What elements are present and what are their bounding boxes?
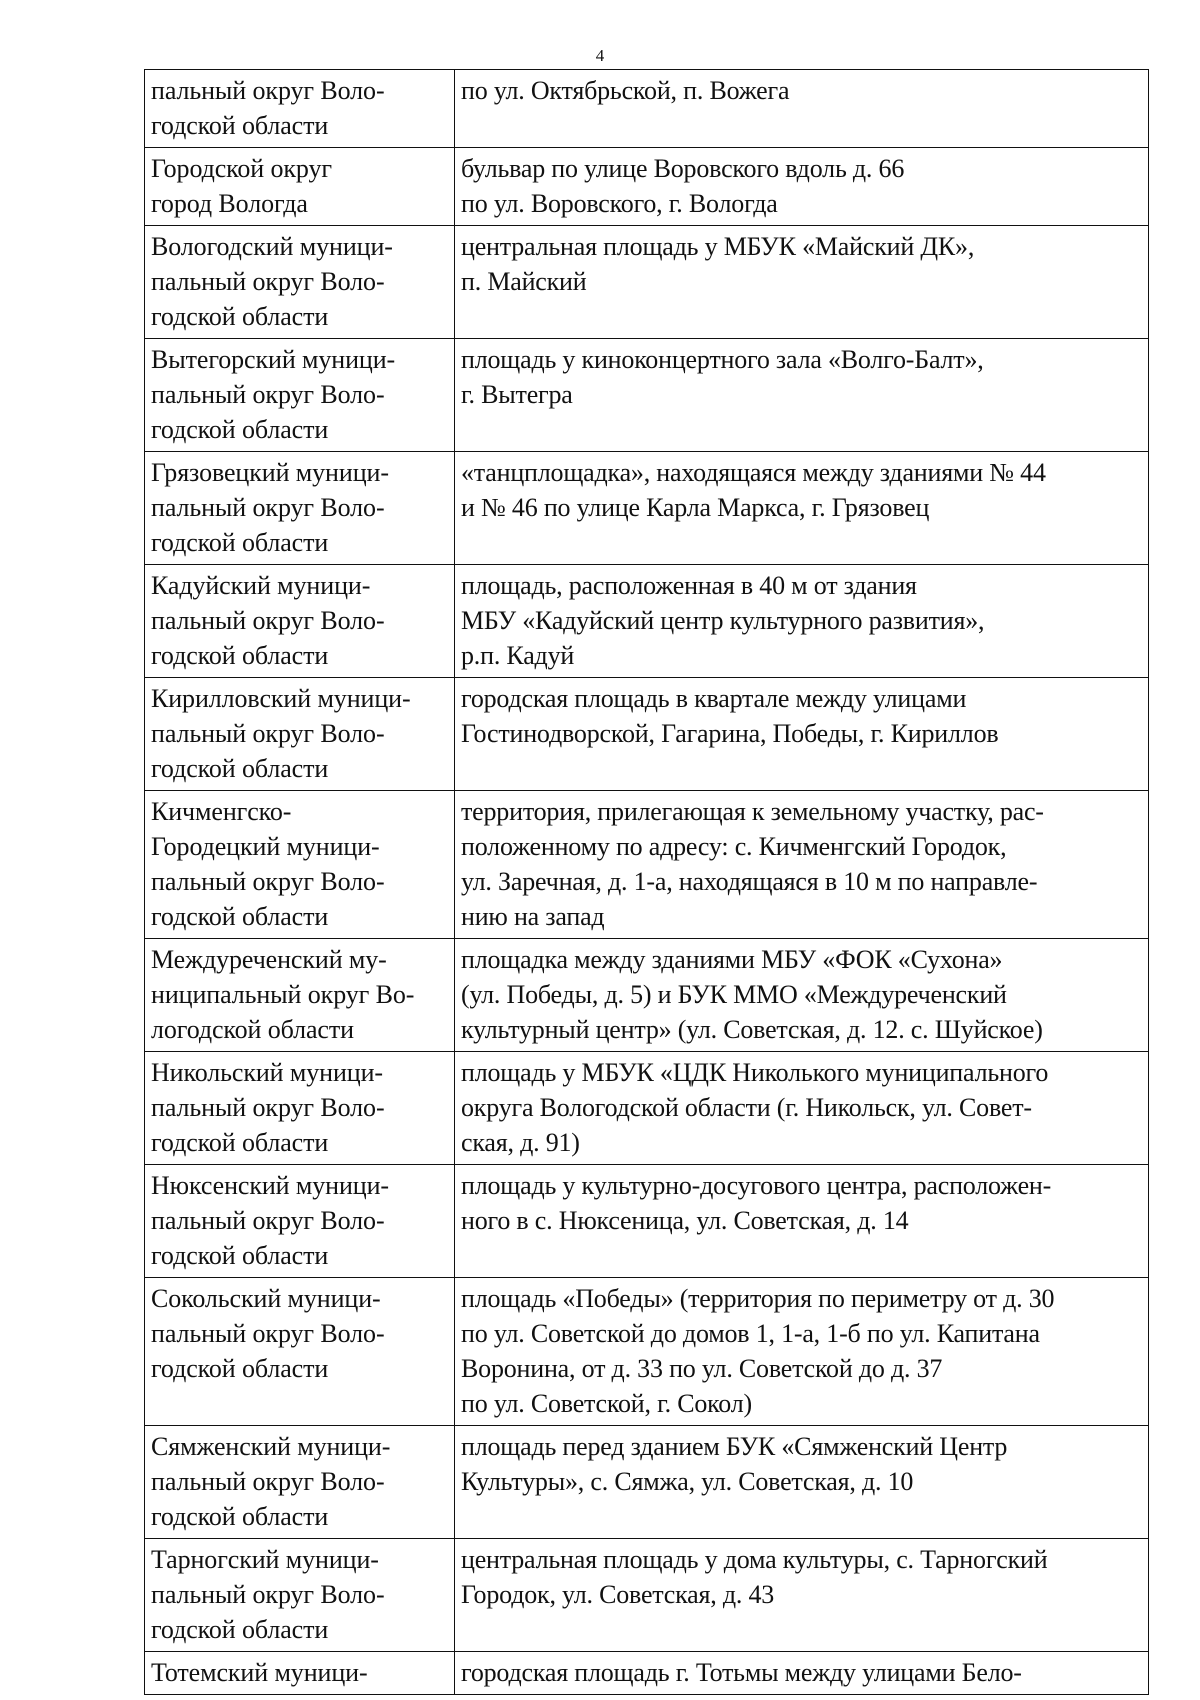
district-cell: Вологодский муници- пальный округ Воло- годской области [145, 226, 455, 339]
place-cell: территория, прилегающая к земельному участку, рас- положенному по адресу: с. Кичменгский Городок, ул. Заречная, д. 1-а, находящаяся в 10 м по направле- нию на запад [455, 791, 1149, 939]
district-cell: Грязовецкий муници- пальный округ Воло- годской области [145, 452, 455, 565]
place-cell: городская площадь в квартале между улицами Гостинодворской, Гагарина, Победы, г. Кириллов [455, 678, 1149, 791]
place-cell: площадка между зданиями МБУ «ФОК «Сухона» (ул. Победы, д. 5) и БУК ММО «Междуреченский культурный центр» (ул. Советская, д. 12. с. Шуйское) [455, 939, 1149, 1052]
place-cell: бульвар по улице Воровского вдоль д. 66 по ул. Воровского, г. Вологда [455, 148, 1149, 226]
district-cell: Кичменгско- Городецкий муници- пальный округ Воло- годской области [145, 791, 455, 939]
table-row [145, 452, 1149, 565]
table-row [145, 939, 1149, 1052]
place-cell: городская площадь г. Тотьмы между улицами Бело- [455, 1652, 1149, 1695]
place-cell: площадь «Победы» (территория по периметру от д. 30 по ул. Советской до домов 1, 1-а, 1-б по ул. Капитана Воронина, от д. 33 по ул. Советской до д. 37 по ул. Советской, г. Сокол) [455, 1278, 1149, 1426]
page-number: 4 [595, 46, 605, 65]
place-cell: площадь у культурно-досугового центра, расположен- ного в с. Нюксеница, ул. Советская, д. 14 [455, 1165, 1149, 1278]
district-cell: Междуреченский му- ниципальный округ Во- логодской области [145, 939, 455, 1052]
place-cell: площадь перед зданием БУК «Сямженский Центр Культуры», с. Сямжа, ул. Советская, д. 10 [455, 1426, 1149, 1539]
place-cell: центральная площадь у дома культуры, с. Тарногский Городок, ул. Советская, д. 43 [455, 1539, 1149, 1652]
district-cell: Сямженский муници- пальный округ Воло- годской области [145, 1426, 455, 1539]
place-cell: по ул. Октябрьской, п. Вожега [455, 70, 1149, 148]
district-cell: Кирилловский муници- пальный округ Воло- годской области [145, 678, 455, 791]
district-cell: Никольский муници- пальный округ Воло- годской области [145, 1052, 455, 1165]
table-row [145, 791, 1149, 939]
district-cell: Сокольский муници- пальный округ Воло- годской области [145, 1278, 455, 1426]
table-row [145, 1052, 1149, 1165]
place-cell: площадь у киноконцертного зала «Волго-Балт», г. Вытегра [455, 339, 1149, 452]
place-cell: площадь, расположенная в 40 м от здания МБУ «Кадуйский центр культурного развития», р.п. Кадуй [455, 565, 1149, 678]
district-cell: Кадуйский муници- пальный округ Воло- годской области [145, 565, 455, 678]
district-cell: Городской округ город Вологда [145, 148, 455, 226]
table-row [145, 1426, 1149, 1539]
district-cell: Тотемский муници- [145, 1652, 455, 1695]
table-row [145, 226, 1149, 339]
district-cell: Нюксенский муници- пальный округ Воло- годской области [145, 1165, 455, 1278]
table-row [145, 1652, 1149, 1695]
venues-table [144, 69, 1149, 1695]
table-row [145, 148, 1149, 226]
table-row [145, 1539, 1149, 1652]
district-cell: Вытегорский муници- пальный округ Воло- годской области [145, 339, 455, 452]
place-cell: «танцплощадка», находящаяся между зданиями № 44 и № 46 по улице Карла Маркса, г. Грязовец [455, 452, 1149, 565]
table-row [145, 1278, 1149, 1426]
table-row [145, 678, 1149, 791]
table-row [145, 1165, 1149, 1278]
table-row [145, 339, 1149, 452]
place-cell: центральная площадь у МБУК «Майский ДК», п. Майский [455, 226, 1149, 339]
table-row [145, 565, 1149, 678]
place-cell: площадь у МБУК «ЦДК Николького муниципального округа Вологодской области (г. Никольск, ул. Совет- ская, д. 91) [455, 1052, 1149, 1165]
district-cell: Тарногский муници- пальный округ Воло- годской области [145, 1539, 455, 1652]
table-row [145, 70, 1149, 148]
district-cell: пальный округ Воло- годской области [145, 70, 455, 148]
